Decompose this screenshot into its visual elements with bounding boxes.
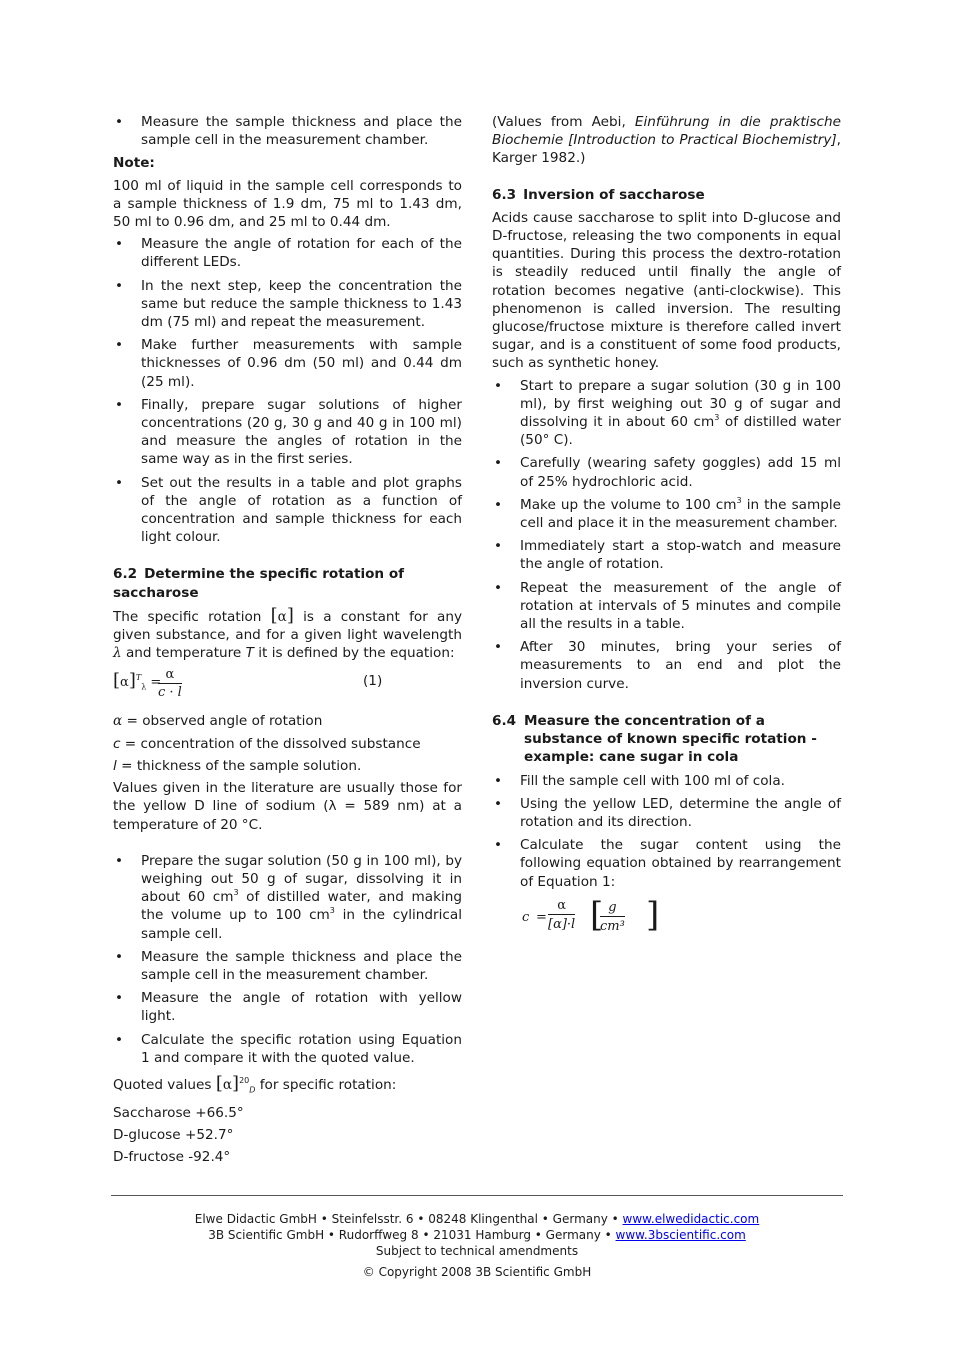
list-item: • Measure the sample thickness and place the sample cell in the measurement chamber. — [113, 113, 462, 149]
aebi-reference — [492, 113, 841, 168]
equation-fraction — [548, 897, 575, 935]
list-item: • Fill the sample cell with 100 ml of cola. — [492, 772, 841, 790]
value-saccharose: Saccharose +66.5° — [113, 1104, 244, 1121]
bullet-list — [492, 377, 841, 693]
footer-amendments: Subject to technical amendments — [375, 1244, 579, 1258]
bracket-symbol: [ — [113, 670, 121, 692]
c-symbol: c — [522, 909, 530, 925]
intro-text: The specific rotation — [113, 608, 262, 625]
quoted-text: Quoted values — [113, 1076, 212, 1093]
definition-alpha — [113, 712, 462, 730]
item-text: of distilled water (50° C). — [520, 414, 842, 449]
list-item: • Repeat the measurement of the angle of rotation at intervals of 5 minutes and compile all the results in a table. — [492, 579, 841, 634]
fraction-numerator: α — [548, 897, 575, 915]
footer-divider — [111, 1195, 843, 1196]
superscript: 3 — [329, 906, 335, 916]
section-title: Inversion of saccharose — [523, 186, 705, 203]
bracket-symbol: [ — [590, 894, 604, 935]
bracket-symbol: ] — [128, 670, 136, 692]
section-heading-6-3 — [492, 186, 841, 204]
item-text: of distilled water, and making the volume up to 100 cm — [141, 889, 462, 924]
value-glucose: D-glucose +52.7° — [113, 1127, 234, 1144]
intro-text: and temperature — [125, 645, 242, 662]
definition-text: = concentration of the dissolved substance — [120, 735, 421, 752]
equation-fraction — [158, 666, 182, 702]
section-title: Determine the specific rotation of saccharose — [113, 566, 405, 601]
list-item: • Measure the angle of rotation with yellow light. — [113, 989, 462, 1025]
reference-text: (Values from Aebi, — [492, 114, 626, 130]
list-item: • Calculate the sugar content using the following equation obtained by rearrangement of Equation 1: — [492, 836, 841, 891]
list-item: • Set out the results in a table and plot graphs of the angle of rotation as a function of concentration and sample thickness for each light colour. — [113, 474, 462, 547]
intro-text: is a constant for any given substance, and for a given light wavelength — [113, 608, 462, 644]
list-item: • Calculate the specific rotation using Equation 1 and compare it with the quoted value. — [113, 1031, 462, 1067]
section-title: Measure the concentration of a substance of known specific rotation - example: cane sugar in cola — [524, 712, 817, 766]
bullet-list — [492, 772, 841, 891]
specific-rotation-intro — [113, 604, 462, 663]
fraction-numerator: α — [158, 666, 182, 684]
page-footer — [111, 1211, 843, 1280]
bracket-symbol: [ — [215, 1072, 223, 1094]
quoted-values-line — [113, 1072, 462, 1100]
equation-1 — [113, 666, 462, 706]
fraction-denominator: [α]·l — [548, 916, 576, 932]
alpha-symbol: α — [113, 713, 123, 730]
note-text: 100 ml of liquid in the sample cell corresponds to a sample thickness of 1.9 dm, 75 ml to 1.43 dm, 50 ml to 0.96 dm, and 25 ml to 0.44 dm. — [113, 177, 462, 231]
definition-l — [113, 757, 462, 775]
equals-sign: = — [536, 909, 547, 925]
bullet-list — [113, 113, 462, 149]
superscript: 3 — [714, 413, 720, 423]
bracket-symbol: ] — [646, 894, 660, 935]
bracket-symbol: ] — [232, 1072, 240, 1094]
left-column — [113, 113, 462, 1170]
eq-superscript: T — [135, 673, 142, 683]
list-item: • In the next step, keep the concentration the same but reduce the sample thickness to 1.43 dm (75 ml) and repeat the measurement. — [113, 277, 462, 332]
item-text: Start to prepare a sugar solution (30 g in 100 ml), by first weighing out 30 g of sugar and dissolving it in about 60 cm — [520, 377, 841, 431]
footer-address: 3B Scientific GmbH • Rudorffweg 8 • 21031 Hamburg • Germany • — [208, 1228, 612, 1242]
definition-c — [113, 735, 462, 753]
section-number: 6.4 — [492, 712, 517, 729]
unit-denominator: cm³ — [600, 918, 625, 934]
list-item: • After 30 minutes, bring your series of measurements to an end and plot the inversion curve. — [492, 638, 841, 693]
lambda-symbol: λ — [113, 645, 122, 662]
eq-subscript: λ — [141, 683, 147, 693]
l-symbol: l — [113, 757, 117, 774]
item-text: in the sample cell and place it in the measurement chamber. — [520, 496, 841, 532]
3b-scientific-link[interactable]: www.3bscientific.com — [615, 1228, 746, 1242]
list-item: • Make further measurements with sample thicknesses of 0.96 dm (50 ml) and 0.44 dm (25 ml). — [113, 336, 462, 391]
footer-line-elwe — [111, 1211, 843, 1227]
alpha-symbol: α — [120, 675, 129, 691]
footer-copyright: © Copyright 2008 3B Scientific GmbH — [362, 1265, 592, 1279]
section-number: 6.2 — [113, 566, 138, 583]
list-item: • Carefully (wearing safety goggles) add 15 ml of 25% hydrochloric acid. — [492, 454, 841, 490]
bullet-list — [113, 852, 462, 1067]
list-item: • Using the yellow LED, determine the angle of rotation and its direction. — [492, 795, 841, 831]
footer-address: Elwe Didactic GmbH • Steinfelsstr. 6 • 08248 Klingenthal • Germany • — [194, 1212, 619, 1226]
unit-numerator: g — [600, 899, 625, 917]
alpha-symbol: α — [222, 1076, 233, 1093]
bracket-symbol: [ — [270, 604, 278, 626]
right-column — [492, 113, 841, 943]
item-text: in the cylindrical sample cell. — [141, 907, 462, 942]
literature-note: Values given in the literature are usually those for the yellow D line of sodium (λ = 589 nm) at a temperature of 20 °C. — [113, 780, 462, 833]
concentration-equation — [520, 894, 841, 943]
inversion-paragraph: Acids cause saccharose to split into D-glucose and D-fructose, releasing the two components in equal quantities. During this process the dextro-rotation is steadily reduced until finally the angle of rotation becomes negative (anti-clockwise). This phenomenon is called inversion. The resulting glucose/fructose mixture is therefore called invert sugar, and is a constituent of some food products, such as synthetic honey. — [492, 209, 841, 372]
reference-title: Einführung in die praktische Biochemie [Introduction to Practical Biochemistry] — [492, 114, 841, 149]
section-heading-6-2 — [113, 565, 462, 601]
superscript: 20 — [239, 1075, 250, 1085]
item-text: Prepare the sugar solution (50 g in 100 ml), by weighing out 50 g of sugar, dissolving it in about 60 cm — [141, 852, 462, 906]
definition-text: = observed angle of rotation — [122, 713, 323, 730]
bracket-symbol: ] — [286, 604, 294, 626]
reference-text: , Karger 1982.) — [492, 132, 841, 167]
list-item — [492, 377, 841, 450]
list-item: • Finally, prepare sugar solutions of higher concentrations (20 g, 30 g and 40 g in 100 ml) and measure the angles of rotation in the same way as in the first series. — [113, 396, 462, 469]
elwe-link[interactable]: www.elwedidactic.com — [622, 1212, 760, 1226]
t-symbol: T — [245, 645, 254, 662]
alpha-symbol: α — [277, 608, 287, 625]
equation-lhs: $[\alpha]^T_\lambda$ = — [113, 670, 162, 693]
bullet-list — [113, 235, 462, 546]
c-symbol: c — [113, 735, 121, 752]
list-item: • Measure the angle of rotation for each of the different LEDs. — [113, 235, 462, 271]
section-number: 6.3 — [492, 186, 517, 203]
list-item: • Immediately start a stop-watch and measure the angle of rotation. — [492, 537, 841, 573]
note-label: Note: — [113, 155, 155, 172]
equation-number: (1) — [363, 673, 383, 690]
fraction-denominator: c · l — [158, 685, 182, 701]
quoted-text: for specific rotation: — [259, 1076, 397, 1093]
item-text: Make up the volume to 100 cm — [520, 496, 737, 513]
subscript: D — [249, 1085, 256, 1095]
superscript: 3 — [736, 495, 742, 505]
unit-fraction — [600, 899, 625, 937]
superscript: 3 — [233, 888, 239, 898]
footer-line-3b — [111, 1227, 843, 1243]
list-item — [492, 496, 841, 532]
definition-text: = thickness of the sample solution. — [116, 757, 362, 774]
intro-text: it is defined by the equation: — [258, 645, 455, 662]
list-item: • Measure the sample thickness and place the sample cell in the measurement chamber. — [113, 948, 462, 984]
section-heading-6-4 — [492, 712, 841, 767]
value-fructose: D-fructose -92.4° — [113, 1149, 231, 1166]
list-item — [113, 852, 462, 943]
